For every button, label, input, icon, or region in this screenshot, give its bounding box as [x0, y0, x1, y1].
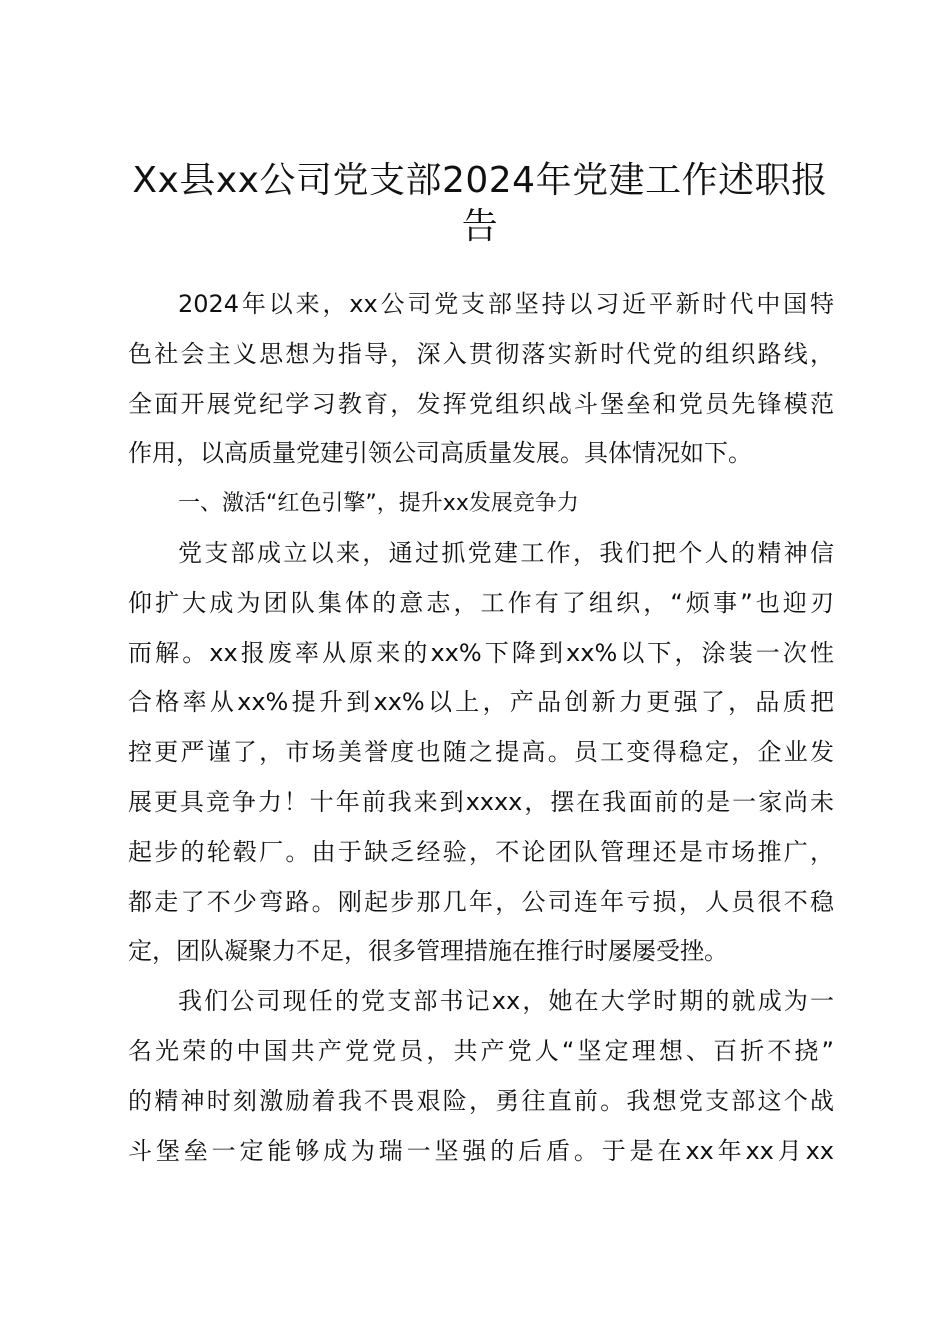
paragraph-line: 斗堡垒一定能够成为瑞一坚强的后盾。于是在xx年xx月xx [128, 1136, 834, 1165]
title-line-2: 告 [461, 206, 499, 247]
paragraph-line: 合格率从xx%提升到xx%以上，产品创新力更强了，品质把 [128, 688, 834, 717]
document-title [120, 158, 840, 250]
document-body [128, 280, 834, 1176]
section-heading: 一、激活“红色引擎”，提升xx发展竞争力 [178, 491, 579, 517]
paragraph-line: 作用，以高质量党建引领公司高质量发展。具体情况如下。 [128, 439, 752, 468]
paragraph-line: 名光荣的中国共产党党员，共产党人“坚定理想、百折不挠” [128, 1036, 834, 1065]
paragraph-line: 控更严谨了，市场美誉度也随之提高。员工变得稳定，企业发 [128, 738, 834, 767]
paragraph-line: 2024年以来，xx公司党支部坚持以习近平新时代中国特 [178, 290, 834, 318]
paragraph-line: 色社会主义思想为指导，深入贯彻落实新时代党的组织路线， [128, 339, 834, 368]
paragraph-line: 而解。xx报废率从原来的xx%下降到xx%以下，涂装一次性 [128, 638, 834, 667]
paragraph-line: 我们公司现任的党支部书记xx，她在大学时期的就成为一 [178, 987, 834, 1016]
paragraph-line: 全面开展党纪学习教育，发挥党组织战斗堡垒和党员先锋模范 [128, 389, 834, 418]
paragraph-line: 的精神时刻激励着我不畏艰险，勇往直前。我想党支部这个战 [128, 1086, 834, 1115]
paragraph-line: 起步的轮毂厂。由于缺乏经验，不论团队管理还是市场推广， [128, 837, 834, 866]
paragraph-line: 定，团队凝聚力不足，很多管理措施在推行时屡屡受挫。 [128, 937, 728, 966]
title-line-1: Xx县xx公司党支部2024年党建工作述职报 [132, 160, 828, 201]
paragraph-line: 展更具竞争力！十年前我来到xxxx，摆在我面前的是一家尚未 [128, 787, 834, 816]
paragraph-line: 党支部成立以来，通过抓党建工作，我们把个人的精神信 [178, 538, 834, 567]
paragraph-line: 都走了不少弯路。刚起步那几年，公司连年亏损，人员很不稳 [128, 887, 834, 916]
paragraph-line: 仰扩大成为团队集体的意志，工作有了组织，“烦事”也迎刃 [128, 588, 834, 617]
